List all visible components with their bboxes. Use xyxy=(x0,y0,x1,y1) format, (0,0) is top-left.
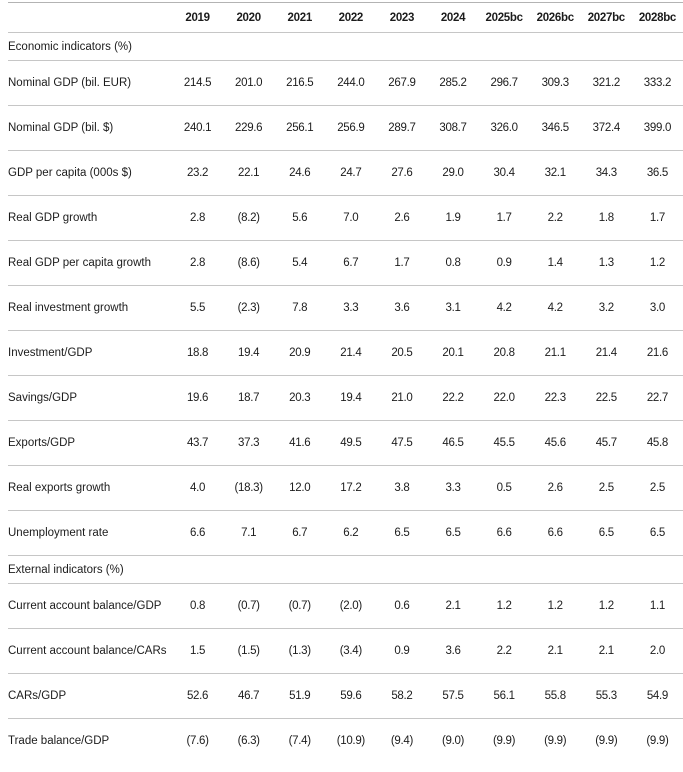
row-label: Unemployment rate xyxy=(8,527,109,539)
value-cell: (9.9) xyxy=(595,735,618,748)
value-cell: 240.1 xyxy=(183,122,212,134)
table-row xyxy=(8,376,683,421)
row-label: CARs/GDP xyxy=(8,690,67,702)
year-column-header: 2019 xyxy=(185,11,210,24)
table-row xyxy=(8,241,683,286)
value-cell: (9.0) xyxy=(441,735,465,748)
value-cell: 3.2 xyxy=(598,302,614,314)
value-cell: 216.5 xyxy=(286,77,314,89)
value-cell: 1.1 xyxy=(649,600,665,612)
value-cell: (8.2) xyxy=(237,212,260,224)
row-label: Current account balance/CARs xyxy=(8,645,167,657)
value-cell: (18.3) xyxy=(234,482,263,494)
value-cell: 6.5 xyxy=(445,527,461,539)
value-cell: 372.4 xyxy=(592,122,620,134)
value-cell: 55.3 xyxy=(595,690,617,702)
value-cell: 6.2 xyxy=(343,527,359,539)
value-cell: 27.6 xyxy=(391,167,413,179)
value-cell: 3.6 xyxy=(445,645,461,657)
value-cell: 4.0 xyxy=(190,482,206,494)
value-cell: 1.9 xyxy=(445,212,461,224)
year-column-header: 2024 xyxy=(440,11,466,24)
value-cell: 30.4 xyxy=(493,167,515,179)
value-cell: (9.9) xyxy=(646,735,669,748)
value-cell: 6.7 xyxy=(292,527,308,539)
value-cell: 20.9 xyxy=(289,347,311,359)
value-cell: 2.6 xyxy=(394,212,410,224)
value-cell: 0.6 xyxy=(394,600,410,612)
value-cell: 3.0 xyxy=(649,302,665,314)
row-label: Nominal GDP (bil. EUR) xyxy=(8,77,132,89)
row-label: Savings/GDP xyxy=(8,392,78,404)
value-cell: 326.0 xyxy=(490,122,518,134)
value-cell: 6.6 xyxy=(496,527,512,539)
value-cell: 52.6 xyxy=(186,690,209,702)
year-header-row xyxy=(8,3,683,33)
row-label: GDP per capita (000s $) xyxy=(8,167,132,179)
value-cell: 229.6 xyxy=(235,122,263,134)
value-cell: 399.0 xyxy=(643,122,672,134)
value-cell: (6.3) xyxy=(237,735,260,748)
value-cell: 2.1 xyxy=(598,645,614,657)
value-cell: 7.1 xyxy=(241,527,257,539)
row-label: Nominal GDP (bil. $) xyxy=(8,122,114,134)
row-label: Exports/GDP xyxy=(8,437,76,449)
value-cell: (1.5) xyxy=(237,645,260,657)
table-row xyxy=(8,106,683,151)
value-cell: 1.2 xyxy=(598,600,614,612)
value-cell: 22.3 xyxy=(544,392,566,404)
value-cell: 308.7 xyxy=(439,122,467,134)
row-label: Real exports growth xyxy=(8,482,111,494)
table-row xyxy=(8,511,683,556)
table-row xyxy=(8,421,683,466)
value-cell: (2.0) xyxy=(339,600,362,612)
value-cell: 3.3 xyxy=(343,302,359,314)
value-cell: 296.7 xyxy=(490,77,518,89)
value-cell: 55.8 xyxy=(544,690,566,702)
indicators-table-page xyxy=(0,2,683,764)
value-cell: 12.0 xyxy=(289,482,311,494)
value-cell: 43.7 xyxy=(186,437,209,449)
value-cell: 3.3 xyxy=(445,482,461,494)
value-cell: 59.6 xyxy=(340,690,362,702)
value-cell: (0.7) xyxy=(288,600,311,612)
value-cell: 2.8 xyxy=(190,257,206,269)
value-cell: 214.5 xyxy=(183,77,212,89)
value-cell: 2.5 xyxy=(598,482,614,494)
value-cell: 20.3 xyxy=(289,392,311,404)
value-cell: 45.8 xyxy=(646,437,669,449)
value-cell: 57.5 xyxy=(442,690,464,702)
value-cell: (9.9) xyxy=(544,735,567,748)
row-label: Investment/GDP xyxy=(8,347,93,359)
corner-cell xyxy=(8,3,172,33)
value-cell: 1.5 xyxy=(190,645,206,657)
value-cell: 19.6 xyxy=(186,392,209,404)
value-cell: 54.9 xyxy=(646,690,669,702)
value-cell: 4.2 xyxy=(496,302,512,314)
value-cell: 0.9 xyxy=(394,645,410,657)
year-column-header: 2020 xyxy=(236,11,261,24)
value-cell: 1.2 xyxy=(547,600,563,612)
table-row xyxy=(8,286,683,331)
value-cell: 19.4 xyxy=(238,347,260,359)
section-title: Economic indicators (%) xyxy=(8,40,132,53)
value-cell: 6.7 xyxy=(343,257,359,269)
value-cell: 289.7 xyxy=(388,122,416,134)
value-cell: 21.4 xyxy=(340,347,362,359)
value-cell: 3.6 xyxy=(394,302,410,314)
value-cell: (3.4) xyxy=(339,645,362,657)
value-cell: 29.0 xyxy=(442,167,464,179)
value-cell: 2.1 xyxy=(547,645,563,657)
value-cell: 3.1 xyxy=(445,302,461,314)
value-cell: 256.9 xyxy=(337,122,365,134)
value-cell: 1.2 xyxy=(649,257,665,269)
table-body xyxy=(8,33,683,764)
value-cell: 21.6 xyxy=(646,347,669,359)
value-cell: 1.3 xyxy=(598,257,614,269)
value-cell: 22.2 xyxy=(442,392,464,404)
year-column-header: 2022 xyxy=(338,11,364,24)
value-cell: 21.1 xyxy=(544,347,566,359)
value-cell: 6.5 xyxy=(394,527,410,539)
value-cell: 2.1 xyxy=(445,600,461,612)
value-cell: 18.8 xyxy=(186,347,209,359)
value-cell: 2.5 xyxy=(649,482,665,494)
value-cell: 45.6 xyxy=(544,437,566,449)
value-cell: 45.5 xyxy=(493,437,515,449)
year-column-header: 2028bc xyxy=(638,11,677,24)
table-row xyxy=(8,466,683,511)
value-cell: 0.8 xyxy=(445,257,461,269)
value-cell: 1.7 xyxy=(394,257,410,269)
table-row xyxy=(8,674,683,719)
value-cell: 6.6 xyxy=(547,527,563,539)
value-cell: 346.5 xyxy=(541,122,569,134)
value-cell: 32.1 xyxy=(544,167,566,179)
table-row xyxy=(8,584,683,629)
table-row xyxy=(8,719,683,764)
value-cell: 24.6 xyxy=(289,167,311,179)
value-cell: 1.7 xyxy=(649,212,665,224)
row-label: Real GDP growth xyxy=(8,212,98,224)
value-cell: 19.4 xyxy=(340,392,362,404)
value-cell: 22.1 xyxy=(238,167,260,179)
value-cell: 22.5 xyxy=(595,392,617,404)
value-cell: (2.3) xyxy=(237,302,260,314)
value-cell: 41.6 xyxy=(289,437,311,449)
value-cell: 22.0 xyxy=(493,392,515,404)
value-cell: 2.2 xyxy=(547,212,563,224)
value-cell: (1.3) xyxy=(288,645,311,657)
value-cell: 244.0 xyxy=(337,77,365,89)
value-cell: 45.7 xyxy=(595,437,617,449)
value-cell: 24.7 xyxy=(340,167,362,179)
value-cell: 0.8 xyxy=(190,600,206,612)
value-cell: (9.4) xyxy=(390,735,413,748)
value-cell: 1.8 xyxy=(598,212,614,224)
value-cell: 6.5 xyxy=(598,527,614,539)
table-row xyxy=(8,196,683,241)
year-column-header: 2021 xyxy=(287,11,312,24)
table-row xyxy=(8,629,683,674)
value-cell: 3.8 xyxy=(394,482,410,494)
value-cell: 46.7 xyxy=(238,690,260,702)
value-cell: 5.4 xyxy=(292,257,308,269)
table-row xyxy=(8,151,683,196)
value-cell: 37.3 xyxy=(238,437,260,449)
value-cell: 2.2 xyxy=(496,645,512,657)
value-cell: 2.6 xyxy=(547,482,563,494)
value-cell: 333.2 xyxy=(643,77,672,89)
value-cell: 1.4 xyxy=(547,257,563,269)
value-cell: 6.6 xyxy=(190,527,206,539)
value-cell: 56.1 xyxy=(493,690,515,702)
value-cell: 4.2 xyxy=(547,302,563,314)
section-header-row xyxy=(8,556,683,584)
value-cell: 6.5 xyxy=(649,527,665,539)
value-cell: 46.5 xyxy=(442,437,464,449)
value-cell: 49.5 xyxy=(340,437,362,449)
value-cell: 36.5 xyxy=(646,167,669,179)
row-label: Real GDP per capita growth xyxy=(8,257,151,269)
table-row xyxy=(8,331,683,376)
year-column-header: 2026bc xyxy=(536,11,574,24)
value-cell: (7.4) xyxy=(288,735,311,748)
section-header-row xyxy=(8,33,683,61)
year-column-header: 2025bc xyxy=(485,11,523,24)
value-cell: 2.0 xyxy=(649,645,665,657)
value-cell: 2.8 xyxy=(190,212,206,224)
value-cell: 1.2 xyxy=(496,600,512,612)
value-cell: 0.5 xyxy=(496,482,512,494)
year-column-header: 2027bc xyxy=(587,11,625,24)
year-column-header: 2023 xyxy=(389,11,415,24)
value-cell: 51.9 xyxy=(289,690,311,702)
value-cell: 18.7 xyxy=(238,392,260,404)
value-cell: 5.5 xyxy=(190,302,206,314)
value-cell: 20.8 xyxy=(493,347,515,359)
value-cell: 47.5 xyxy=(391,437,413,449)
value-cell: (10.9) xyxy=(336,735,365,748)
value-cell: 309.3 xyxy=(541,77,569,89)
row-label: Current account balance/GDP xyxy=(8,600,162,612)
value-cell: 5.6 xyxy=(292,212,308,224)
value-cell: 201.0 xyxy=(235,77,263,89)
value-cell: 17.2 xyxy=(340,482,362,494)
table-row xyxy=(8,61,683,106)
value-cell: 22.7 xyxy=(646,392,669,404)
value-cell: 1.7 xyxy=(496,212,512,224)
value-cell: 7.0 xyxy=(343,212,359,224)
value-cell: 20.1 xyxy=(442,347,464,359)
row-label: Real investment growth xyxy=(8,302,129,314)
value-cell: 0.9 xyxy=(496,257,512,269)
value-cell: 34.3 xyxy=(595,167,617,179)
value-cell: 21.0 xyxy=(391,392,413,404)
value-cell: (0.7) xyxy=(237,600,260,612)
value-cell: (8.6) xyxy=(237,257,260,269)
section-title: External indicators (%) xyxy=(8,563,124,576)
value-cell: 7.8 xyxy=(292,302,308,314)
value-cell: 321.2 xyxy=(592,77,620,89)
value-cell: 23.2 xyxy=(186,167,209,179)
economic-indicators-table xyxy=(8,2,683,764)
value-cell: 285.2 xyxy=(439,77,467,89)
value-cell: 267.9 xyxy=(388,77,416,89)
value-cell: 20.5 xyxy=(391,347,413,359)
value-cell: (9.9) xyxy=(493,735,516,748)
value-cell: 58.2 xyxy=(391,690,413,702)
value-cell: (7.6) xyxy=(186,735,209,748)
row-label: Trade balance/GDP xyxy=(8,735,110,748)
value-cell: 21.4 xyxy=(595,347,617,359)
value-cell: 256.1 xyxy=(286,122,314,134)
